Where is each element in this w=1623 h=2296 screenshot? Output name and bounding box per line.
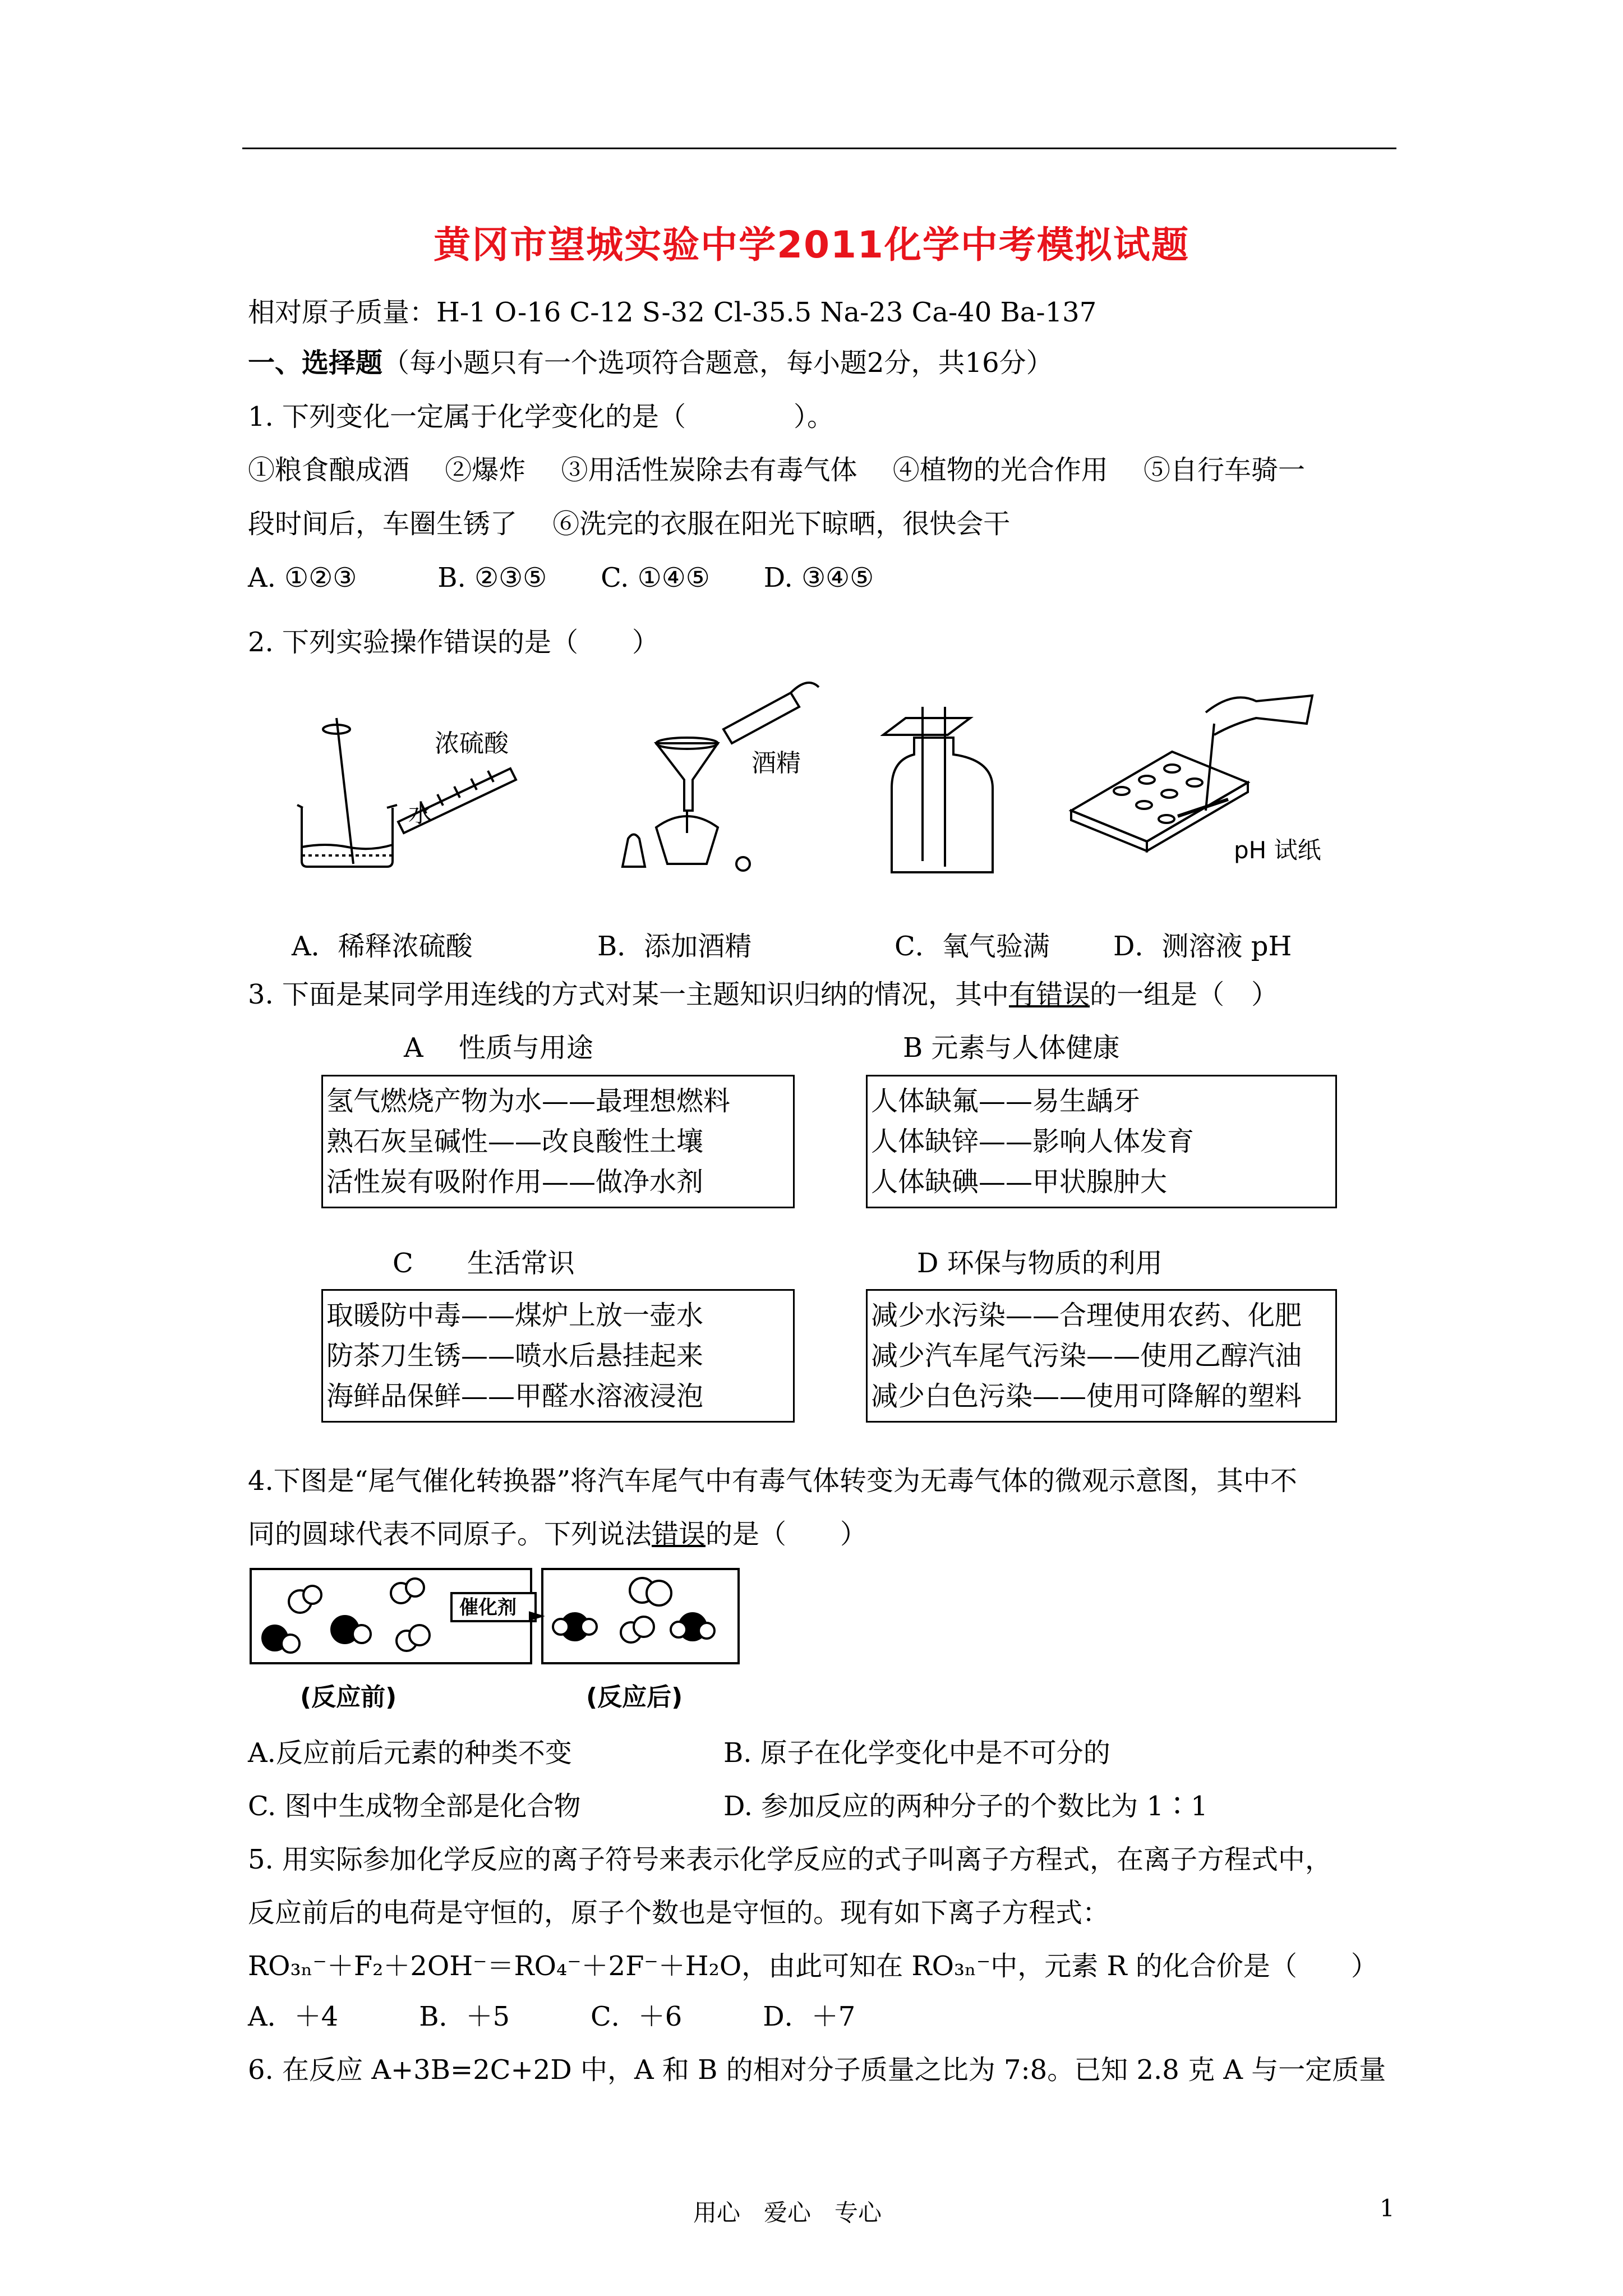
q1-options: A. ①②③ B. ②③⑤ C. ①④⑤ D. ③④⑤	[248, 562, 874, 593]
hand-icon	[1206, 696, 1312, 735]
q3-group-d-line: 减少汽车尾气污染——使用乙醇汽油	[871, 1340, 1302, 1372]
q3-group-b-head: B 元素与人体健康	[903, 1032, 1120, 1064]
figure-ph-test	[1066, 690, 1324, 881]
q3-group-d-box	[866, 1289, 1337, 1423]
q3-group-d-line: 减少白色污染——使用可降解的塑料	[871, 1381, 1302, 1412]
funnel-icon	[656, 743, 718, 811]
q3-group-a-line: 活性炭有吸附作用——做净水剂	[326, 1166, 704, 1198]
q4-stem-before: 同的圆球代表不同原子。下列说法	[248, 1519, 652, 1550]
label-ph-paper: pH 试纸	[1234, 836, 1321, 864]
page-number: 1	[1380, 2194, 1395, 2222]
section-note: （每小题只有一个选项符合题意，每小题2分，共16分）	[382, 347, 1053, 379]
q4-option-d: D. 参加反应的两种分子的个数比为 1∶1	[723, 1791, 1208, 1822]
q4-stem-underlined: 错误	[652, 1519, 706, 1550]
q3-group-d-head: D 环保与物质的利用	[917, 1248, 1163, 1279]
q3-group-a-line: 氢气燃烧产物为水——最理想燃料	[326, 1085, 731, 1117]
q3-group-a-head: A 性质与用途	[404, 1032, 593, 1064]
q3-group-c-box	[321, 1289, 795, 1423]
q3-stem-before: 3. 下面是某同学用连线的方式对某一主题知识归纳的情况，其中	[248, 979, 1009, 1010]
glass-rod-icon	[336, 718, 353, 864]
spot-plate-icon	[1071, 752, 1248, 841]
q3-group-b-line: 人体缺碘——甲状腺肿大	[871, 1166, 1168, 1198]
section-title: 一、选择题	[248, 347, 383, 379]
label-after: (反应后)	[586, 1683, 683, 1711]
q4-stem-after: 的是（ ）	[706, 1519, 868, 1550]
label-before: (反应前)	[300, 1683, 397, 1711]
q3-group-c-head: C 生活常识	[393, 1248, 575, 1279]
label-alcohol: 酒精	[751, 749, 801, 777]
cap-icon	[623, 835, 645, 867]
q4-option-a: A.反应前后元素的种类不变	[248, 1737, 572, 1769]
q4-stem-line1: 4.下图是“尾气催化转换器”将汽车尾气中有毒气体转变为无毒气体的微观示意图，其中不	[248, 1465, 1297, 1497]
figure-oxygen-test	[880, 704, 1032, 878]
bottle-icon	[723, 693, 799, 743]
q6-line1: 6. 在反应 A+3B=2C+2D 中，A 和 B 的相对分子质量之比为 7:8。已知 2.8 克 A 与一定质量	[248, 2054, 1386, 2086]
q2-option-d: D．测溶液 pH	[1113, 931, 1292, 962]
q3-group-b-line: 人体缺锌——影响人体发育	[871, 1126, 1195, 1157]
q3-stem-underlined: 有错误	[1009, 979, 1090, 1010]
q3-group-b-box	[866, 1075, 1337, 1208]
q2-stem: 2. 下列实验操作错误的是（ ）	[248, 627, 660, 658]
section-heading	[248, 346, 1053, 380]
q4-option-c: C. 图中生成物全部是化合物	[248, 1791, 581, 1822]
label-acid: 浓硫酸	[435, 729, 509, 758]
glass-plate-icon	[883, 718, 970, 735]
figure-molecules	[250, 1562, 754, 1725]
label-catalyst: 催化剂	[459, 1596, 517, 1619]
footer-motto: 用心 爱心 专心	[693, 2199, 882, 2226]
q4-option-b: B. 原子在化学变化中是不可分的	[723, 1737, 1110, 1769]
q2-option-b: B．添加酒精	[597, 931, 752, 962]
q5-line2: 反应前后的电荷是守恒的，原子个数也是守恒的。现有如下离子方程式：	[248, 1897, 1110, 1929]
q5-line1: 5. 用实际参加化学反应的离子符号来表示化学反应的式子叫离子方程式，在离子方程式中，	[248, 1844, 1332, 1875]
q3-group-c-line: 防茶刀生锈——喷水后悬挂起来	[326, 1340, 704, 1372]
q3-group-d-line: 减少水污染——合理使用农药、化肥	[871, 1300, 1302, 1331]
figure-dilute-acid	[292, 696, 527, 875]
page-title: 黄冈市望城实验中学2011化学中考模拟试题	[434, 223, 1189, 266]
q1-items-line2: 段时间后，车圈生锈了 ⑥洗完的衣服在阳光下晾晒，很快会干	[248, 508, 1011, 540]
q2-option-a: A．稀释浓硫酸	[292, 931, 473, 962]
q1-stem: 1. 下列变化一定属于化学变化的是（ ）。	[248, 401, 834, 432]
q5-options: A．＋4 B．＋5 C．＋6 D．＋7	[248, 2001, 856, 2032]
q1-items-line1: ①粮食酿成酒 ②爆炸 ③用活性炭除去有毒气体 ④植物的光合作用 ⑤自行车骑一	[248, 454, 1306, 486]
label-water: 水	[408, 799, 433, 828]
q3-stem	[248, 978, 1278, 1011]
q3-group-a-box	[321, 1075, 795, 1208]
atomic-masses: 相对原子质量：H-1 O-16 C-12 S-32 Cl-35.5 Na-23 Ca-40 Ba-137	[248, 297, 1097, 328]
q4-stem-line2	[248, 1517, 867, 1551]
figure-add-alcohol	[611, 670, 824, 878]
q3-group-c-line: 海鲜品保鲜——甲醛水溶液浸泡	[326, 1381, 704, 1412]
q3-stem-after: 的一组是（ ）	[1090, 979, 1279, 1010]
q3-group-b-line: 人体缺氟——易生龋牙	[871, 1085, 1141, 1117]
gas-bottle-icon	[892, 738, 993, 872]
q3-group-a-line: 熟石灰呈碱性——改良酸性土壤	[326, 1126, 704, 1157]
q3-group-c-line: 取暖防中毒——煤炉上放一壶水	[326, 1300, 704, 1331]
q2-option-c: C．氧气验满	[895, 931, 1050, 962]
header-rule	[242, 148, 1396, 149]
q5-equation: RO₃ₙ⁻＋F₂＋2OH⁻＝RO₄⁻＋2F⁻＋H₂O，由此可知在 RO₃ₙ⁻中，元素 R 的化合价是（ ）	[248, 1950, 1378, 1982]
